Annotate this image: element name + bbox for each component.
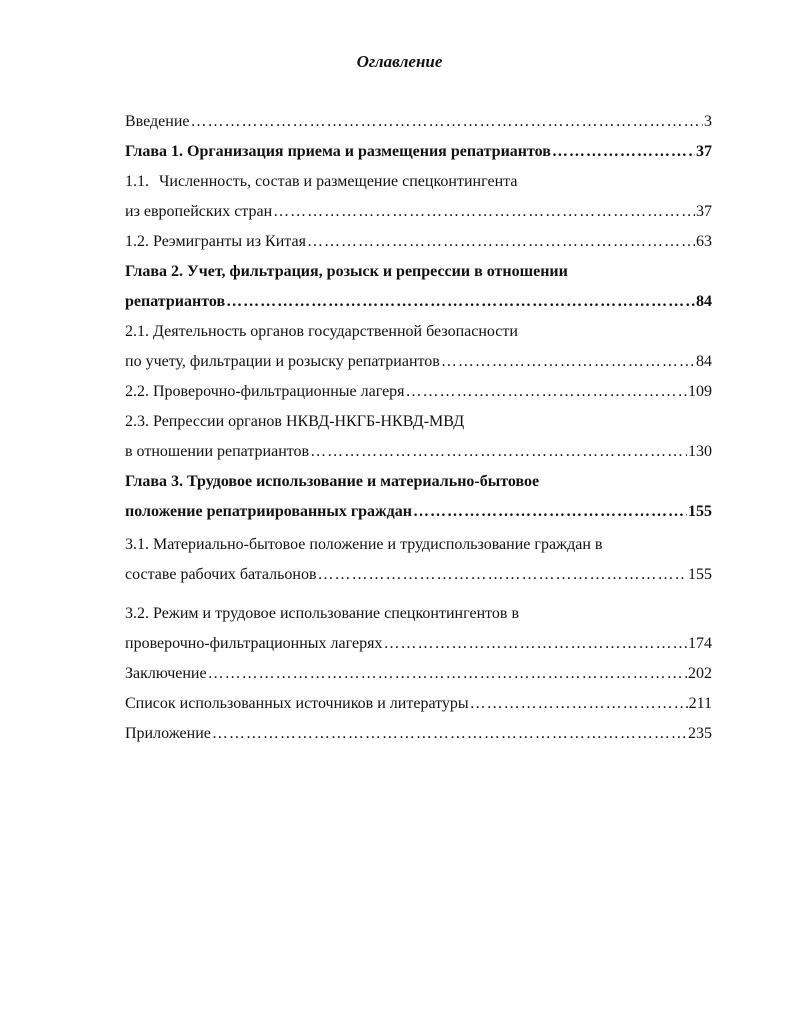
toc-entry <box>125 629 712 659</box>
toc-entry <box>125 407 712 437</box>
toc-entry-text: Глава 3. Трудовое использование и материально-бытовое <box>125 473 540 490</box>
toc-page-number: 174 <box>688 635 712 652</box>
toc-page-number: 235 <box>688 725 712 742</box>
dot-leader <box>310 437 687 467</box>
toc-entry <box>125 437 712 467</box>
toc-entry-text: Заключение <box>125 665 207 682</box>
toc-entry <box>125 467 712 497</box>
toc-entry <box>125 137 712 167</box>
toc-entry-number: 1.1. <box>125 173 149 190</box>
dot-leader <box>208 659 687 689</box>
toc-entry <box>125 719 712 749</box>
toc-entry <box>125 167 712 197</box>
toc-entry-text: в отношении репатриантов <box>125 443 310 460</box>
toc-entry <box>125 599 712 629</box>
dot-leader <box>441 347 695 377</box>
dot-leader <box>413 497 687 527</box>
toc-entry-text: Глава 1. Организация приема и размещения репатриантов <box>125 143 551 160</box>
toc-page-number: 37 <box>696 203 712 220</box>
dot-leader <box>383 629 687 659</box>
toc-entry-text: 1.2. Реэмигранты из Китая <box>125 233 306 250</box>
toc-entry-text: проверочно-фильтрационных лагерях <box>125 635 383 652</box>
toc-page-number: 84 <box>696 353 712 370</box>
toc-entry-text: положение репатриированных граждан <box>125 503 412 520</box>
dot-leader <box>226 287 695 317</box>
toc-entry-text: 3.1. Материально-бытовое положение и трудиспользование граждан в <box>125 536 603 553</box>
dot-leader <box>470 689 688 719</box>
dot-leader <box>307 227 695 257</box>
toc-entry-text: Список использованных источников и литературы <box>125 695 469 712</box>
toc-entry <box>125 689 712 719</box>
toc-entry-text: 3.2. Режим и трудовое использование спецконтингентов в <box>125 605 520 622</box>
page-title: Оглавление <box>356 52 443 71</box>
toc-entry-text: 2.1. Деятельность органов государственной безопасности <box>125 323 518 340</box>
toc-entry <box>125 257 712 287</box>
toc-entry-text: Введение <box>125 113 190 130</box>
toc-entry <box>125 197 712 227</box>
toc-page-number: 3 <box>704 113 712 130</box>
spacer <box>125 590 712 599</box>
toc-entry-text: составе рабочих батальонов <box>125 566 317 583</box>
table-of-contents <box>125 107 712 749</box>
toc-entry-text: репатриантов <box>125 293 226 310</box>
dot-leader <box>191 107 704 137</box>
dot-leader <box>212 719 687 749</box>
toc-page-number: 211 <box>688 695 712 712</box>
toc-page-number: 84 <box>696 293 712 310</box>
toc-entry <box>125 317 712 347</box>
toc-entry <box>125 560 712 590</box>
toc-page-number: 37 <box>696 143 712 160</box>
toc-entry <box>125 659 712 689</box>
toc-entry <box>125 107 712 137</box>
toc-page-number: 155 <box>688 566 712 583</box>
toc-page-number: 63 <box>696 233 712 250</box>
toc-entry-text: Приложение <box>125 725 211 742</box>
toc-entry <box>125 497 712 527</box>
dot-leader <box>273 197 695 227</box>
toc-entry-text: из европейских стран <box>125 203 273 220</box>
toc-entry <box>125 530 712 560</box>
toc-page-number: 202 <box>688 665 712 682</box>
toc-entry <box>125 377 712 407</box>
toc-entry <box>125 227 712 257</box>
dot-leader <box>552 137 695 167</box>
toc-page-number: 130 <box>688 443 712 460</box>
toc-entry-text: Глава 2. Учет, фильтрация, розыск и репрессии в отношении <box>125 263 568 280</box>
dot-leader <box>318 560 687 590</box>
dot-leader <box>406 377 687 407</box>
toc-page-number: 109 <box>688 383 712 400</box>
toc-page-number: 155 <box>688 503 712 520</box>
toc-entry-text: по учету, фильтрации и розыску репатриантов <box>125 353 440 370</box>
toc-entry-text: Численность, состав и размещение спецконтингента <box>159 173 518 190</box>
toc-entry-text: 2.2. Проверочно-фильтрационные лагеря <box>125 383 405 400</box>
toc-entry-text: 2.3. Репрессии органов НКВД-НКГБ-НКВД-МВД <box>125 413 465 430</box>
toc-entry <box>125 287 712 317</box>
toc-entry <box>125 347 712 377</box>
